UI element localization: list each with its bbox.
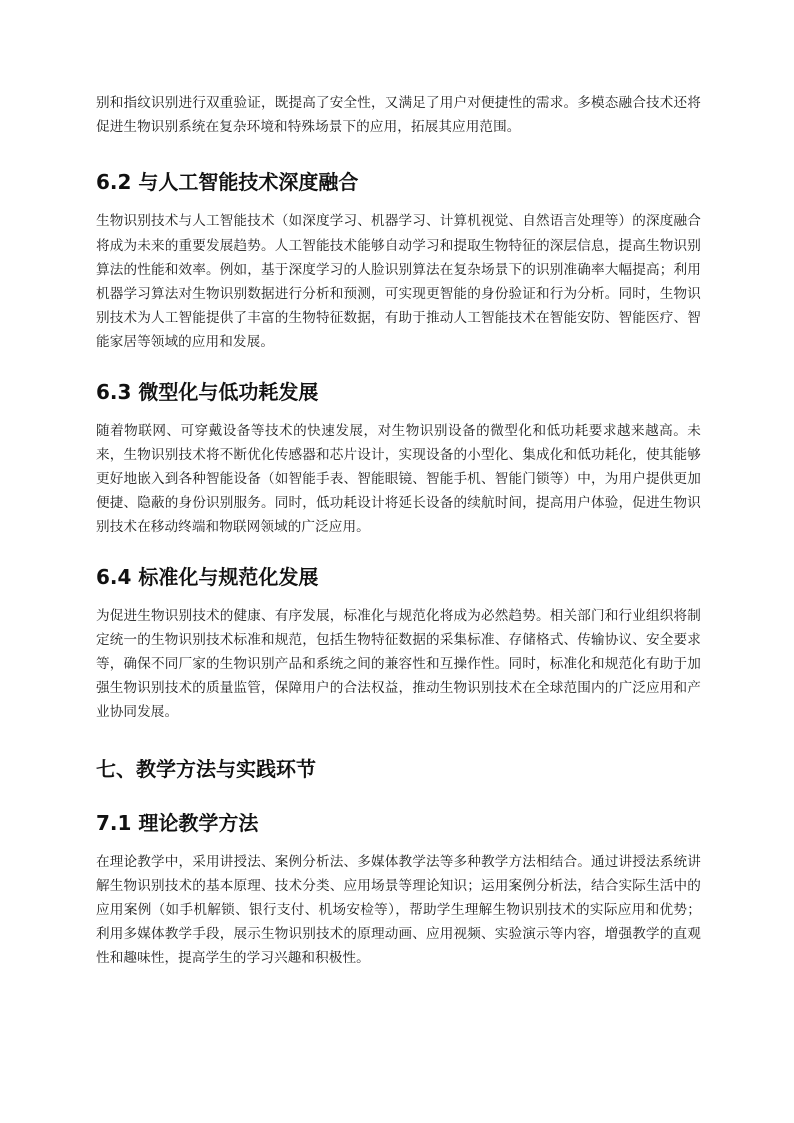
document-page bbox=[96, 91, 701, 971]
section-6-2-heading: 6.2 与人工智能技术深度融合 bbox=[96, 170, 359, 195]
section-6-4-heading: 6.4 标准化与规范化发展 bbox=[96, 564, 319, 589]
chapter-7-heading: 七、教学方法与实践环节 bbox=[96, 756, 316, 781]
section-6-4-paragraph: 为促进生物识别技术的健康、有序发展，标准化与规范化将成为必然趋势。相关部门和行业组织将制定统一的生物识别技术标准和规范，包括生物特征数据的采集标准、存储格式、传输协议、安全要求等，确保不同厂家的生物识别产品和系统之间的兼容性和互操作性。同时，标准化和规范化有助于加强生物识别技术的质量监管，保障用户的合法权益，推动生物识别技术在全球范围内的广泛应用和产业协同发展。 bbox=[96, 607, 701, 721]
section-6-3-heading: 6.3 微型化与低功耗发展 bbox=[96, 379, 319, 404]
section-7-1-heading: 7.1 理论教学方法 bbox=[96, 810, 259, 835]
section-7-1-paragraph: 在理论教学中，采用讲授法、案例分析法、多媒体教学法等多种教学方法相结合。通过讲授法系统讲解生物识别技术的基本原理、技术分类、应用场景等理论知识；运用案例分析法，结合实际生活中的应用案例（如手机解锁、银行支付、机场安检等），帮助学生理解生物识别技术的实际应用和优势；利用多媒体教学手段，展示生物识别技术的原理动画、应用视频、实验演示等内容，增强教学的直观性和趣味性，提高学生的学习兴趣和积极性。 bbox=[96, 853, 701, 967]
section-6-3-paragraph: 随着物联网、可穿戴设备等技术的快速发展，对生物识别设备的微型化和低功耗要求越来越高。未来，生物识别技术将不断优化传感器和芯片设计，实现设备的小型化、集成化和低功耗化，使其能够更好地嵌入到各种智能设备（如智能手表、智能眼镜、智能手机、智能门锁等）中，为用户提供更加便捷、隐蔽的身份识别服务。同时，低功耗设计将延长设备的续航时间，提高用户体验，促进生物识别技术在移动终端和物联网领域的广泛应用。 bbox=[96, 422, 701, 536]
section-6-2-paragraph: 生物识别技术与人工智能技术（如深度学习、机器学习、计算机视觉、自然语言处理等）的深度融合将成为未来的重要发展趋势。人工智能技术能够自动学习和提取生物特征的深层信息，提高生物识别算法的性能和效率。例如，基于深度学习的人脸识别算法在复杂场景下的识别准确率大幅提高；利用机器学习算法对生物识别数据进行分析和预测，可实现更智能的身份验证和行为分析。同时，生物识别技术为人工智能提供了丰富的生物特征数据，有助于推动人工智能技术在智能安防、智能医疗、智能家居等领域的应用和发展。 bbox=[96, 213, 701, 351]
intro-paragraph: 别和指纹识别进行双重验证，既提高了安全性，又满足了用户对便捷性的需求。多模态融合技术还将促进生物识别系统在复杂环境和特殊场景下的应用，拓展其应用范围。 bbox=[96, 95, 701, 136]
